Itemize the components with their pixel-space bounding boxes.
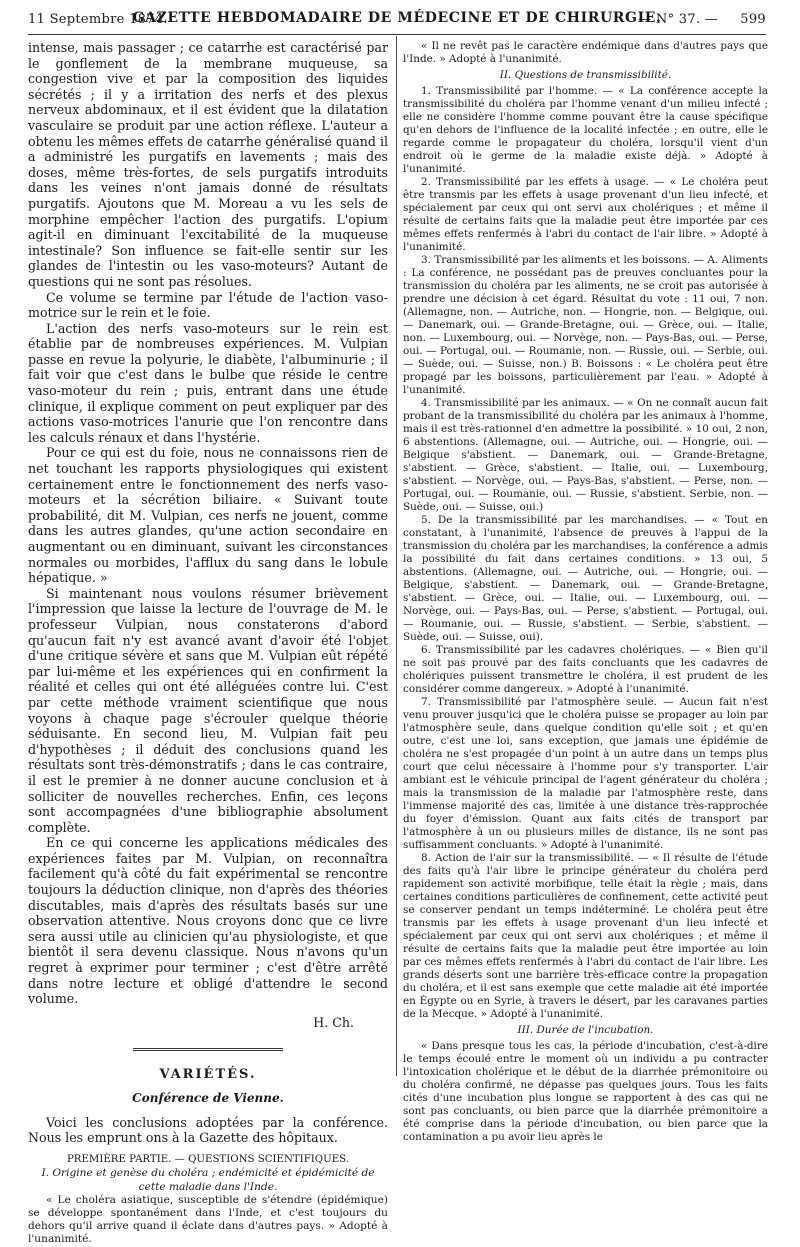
paragraph: 2. Transmissibilité par les effets à usage. — « Le choléra peut être transmis par les effets à usage provenant d'un lieu infecté, et spécialement par ceux qui ont servi aux cholériques ; et même il résulte de certains faits que la maladie peut être importée par ces mêmes effets renfermés à l'abri du contact de l'air libre. » Adopté à l'unanimité. <box>403 176 768 253</box>
right-column <box>403 40 768 1144</box>
issue-number: — N° 37. — <box>638 12 719 27</box>
article-title: Conférence de Vienne. <box>132 1091 284 1105</box>
paragraph: « Dans presque tous les cas, la période d'incubation, c'est-à-dire le temps écoulé entre le moment où un individu a pu contracter l'intoxication cholérique et le début de la diarrhée prémonitoire ou du choléra confirmé, ne dépasse pas quelques jours. Tous les faits cités d'une incubation plus longue se rapportent à des cas qui ne sont pas concluants, ou bien parce que la diarrhée prémonitoire a été comprise dans la période d'incubation, ou bien parce que la contamination a pu avoir lieu après le <box>403 1040 768 1143</box>
section-heading: II. Questions de transmissibilité. <box>499 69 672 81</box>
paragraph: Si maintenant nous voulons résumer brièvement l'impression que laisse la lecture de l'ouvrage de M. le professeur Vulpian, nous constaterons d'abord qu'aucun fait n'y est avancé avant d'avoir été l'objet d'une critique sévère et sans que M. Vulpian eût répété par lui-même et les expériences qui en confirment la réalité et celles qui ont été alléguées contre lui. C'est par cette méthode vraiment scientifique que nous voyons à chaque page s'écrouler quelque théorie séduisante. En second lieu, M. Vulpian fait peu d'hypothèses ; il déduit des conclusions quand les résultats sont très-démonstratifs ; dans le cas contraire, il est le premier à ne donner aucune conclusion et à solliciter de nouvelles recherches. Enfin, ces leçons sont accompagnées d'une bibliographie absolument complète. <box>28 585 388 835</box>
header-issue-page <box>638 12 766 27</box>
paragraph: 1. Transmissibilité par l'homme. — « La conférence accepte la transmissibilité du choléra par l'homme venant d'un milieu infecté ; elle ne considère l'homme comme pouvant être la cause spécifique qu'en dehors de l'influence de la localité infectée ; en outre, elle le regarde comme le propagateur du choléra, lorsqu'il vient d'un endroit où le germe de la maladie existe déjà. » Adopté à l'unanimité. <box>403 85 768 175</box>
paragraph: Voici les conclusions adoptées par la conférence. Nous les emprunt ons à la Gazette des hôpitaux. <box>28 1114 388 1146</box>
paragraph: « Le choléra asiatique, susceptible de s'étendre (épidémique) se développe spontanément dans l'Inde, et c'est toujours du dehors qu'il arrive quand il éclate dans d'autres pays. » Adopté à l'unanimité. <box>28 1193 388 1246</box>
paragraph: intense, mais passager ; ce catarrhe est caractérisé par le gonflement de la membrane muqueuse, sa congestion vive et par la composition des liquides sécrétés ; il y a irritation des nerfs et des plexus nerveux abdominaux, et il est évident que la dilatation vasculaire se produit par une action réflexe. L'auteur a obtenu les mêmes effets de catarrhe généralisé quand il a administré les purgatifs en lavements ; mais des doses, même très-fortes, de sels purgatifs introduits dans les veines n'ont jamais donné de résultats purgatifs. Ajoutons que M. Moreau a vu les sels de morphine empêcher l'action des purgatifs. L'opium agit-il en diminuant l'excitabilité de la muqueuse intestinale? Son influence se fait-elle sentir sur les glandes de l'intestin ou les vaso-moteurs? Autant de questions qui ne sont pas résolues. <box>28 40 388 289</box>
column-divider <box>396 36 397 1076</box>
paragraph: Pour ce qui est du foie, nous ne connaissons rien de net touchant les rapports physiologiques qui existent certainement entre le fonctionnement des nerfs vaso-moteurs et la sécrétion biliaire. « Suivant toute probabilité, dit M. Vulpian, ces nerfs ne jouent, comme dans les autres glandes, qu'une action secondaire en augmentant ou en diminuant, suivant les circonstances normales ou morbides, l'afflux du sang dans le lobule hépatique. » <box>28 445 388 586</box>
paragraph: En ce qui concerne les applications médicales des expériences faites par M. Vulpian, on reconnaîtra facilement qu'à côté du fait expérimental se rencontre toujours la déduction clinique, non d'après des théories discutables, mais d'après des résultats basés sur une observation attentive. Nous croyons donc que ce livre sera aussi utile au clinicien qu'au physiologiste, et que bientôt il sera devenu classique. Nous n'avons qu'un regret à exprimer pour terminer ; c'est d'être arrêté dans notre lecture et obligé d'attendre le second volume. <box>28 835 388 1007</box>
section-title: VARIÉTÉS. <box>159 1067 257 1083</box>
question-heading: I. Origine et genèse du choléra ; endémicité et épidémicité de cette maladie dans l'Inde. <box>41 1167 375 1193</box>
paragraph: 6. Transmissibilité par les cadavres cholériques. — « Bien qu'il ne soit pas prouvé par des faits concluants que les cadavres de cholériques puissent transmettre le choléra, il est prudent de les considérer comme dangereux. » Adopté à l'unanimité. <box>403 644 768 695</box>
paragraph: L'action des nerfs vaso-moteurs sur le rein est établie par de nombreuses expériences. M. Vulpian passe en revue la polyurie, le diabète, l'albuminurie ; il fait voir que c'est dans le bulbe que réside le centre vaso-moteur du rein ; puis, entrant dans une étude clinique, il explique comment on peut expliquer par des actions vaso-motrices l'anurie que l'on rencontre dans les calculs rénaux et dans l'hystérie. <box>28 320 388 445</box>
section-heading: III. Durée de l'incubation. <box>517 1024 654 1036</box>
page-header <box>28 10 766 34</box>
paragraph: « Il ne revêt pas le caractère endémique dans d'autres pays que l'Inde. » Adopté à l'unanimité. <box>403 40 768 65</box>
section-separator <box>133 1048 283 1051</box>
paragraph: 8. Action de l'air sur la transmissibilité. — « Il résulte de l'étude des faits qu'à l'air libre le principe générateur du choléra perd rapidement son activité morbifique, telle était la règle ; mais, dans certaines conditions particulières de confinement, cette activité peut se conserver pendant un temps indéterminé. Le choléra peut être transmis par les effets à usage provenant d'un lieu infecté et spécialement par ceux qui ont servi aux cholériques ; et même il résulte de certains faits que la maladie peut être importée au loin par ces mêmes effets renfermés à l'abri du contact de l'air libre. Les grands déserts sont une barrière très-efficace contre la propagation du choléra, et il est sans exemple que cette maladie ait été importée en Égypte ou en Syrie, à travers le désert, par les caravanes parties de la Mecque. » Adopté à l'unanimité. <box>403 852 768 1020</box>
paragraph: Ce volume se termine par l'étude de l'action vaso-motrice sur le rein et le foie. <box>28 289 388 321</box>
page-number: 599 <box>740 12 766 27</box>
paragraph: 7. Transmissibilité par l'atmosphère seule. — Aucun fait n'est venu prouver jusqu'ici que le choléra puisse se propager au loin par l'atmosphère seule, dans quelque condition qu'elle soit ; et qu'en outre, c'est une loi, sans exception, que jamais une épidémie de choléra ne s'est propagée d'un point à un autre dans un temps plus court que celui nécessaire à l'homme pour s'y transporter. L'air ambiant est le véhicule principal de l'agent générateur du choléra ; mais la transmission de la maladie par l'atmosphère reste, dans l'immense majorité des cas, limitée à une distance très-rapprochée du foyer d'émission. Quant aux faits cités de transport par l'atmosphère à un ou plusieurs milles de distance, ils ne sont pas suffisamment concluants. » Adopté à l'unanimité. <box>403 696 768 851</box>
author-signature: H. Ch. <box>313 1014 354 1030</box>
part-heading: PREMIÈRE PARTIE. — QUESTIONS SCIENTIFIQUES. <box>66 1153 350 1165</box>
journal-title: GAZETTE HEBDOMADAIRE DE MÉDECINE ET DE CHIRURGIE. <box>132 10 662 26</box>
left-column <box>28 40 388 1247</box>
header-date: 11 Septembre 1874. <box>28 12 168 27</box>
paragraph: 4. Transmissibilité par les animaux. — « On ne connaît aucun fait probant de la transmissibilité du choléra par les animaux à l'homme, mais il est très-rationnel d'en admettre la possibilité. » 10 oui, 2 non, 6 abstentions. (Allemagne, oui. — Autriche, oui. — Hongrie, oui. — Belgique s'abstient. — Danemark, oui. — Grande-Bretagne, s'abstient. — Grèce, s'abstient. — Italie, oui. — Luxembourg, s'abstient. — Norvège, oui. — Pays-Bas, s'abstient. — Perse, non. — Portugal, oui. — Roumanie, oui. — Russie, s'abstient. Serbie, non. — Suède, oui. — Suisse, oui.) <box>403 397 768 513</box>
paragraph: 3. Transmissibilité par les aliments et les boissons. — A. Aliments : La conférence, ne possédant pas de preuves concluantes pour la transmission du choléra par les aliments, ne se croit pas autorisée à prendre une décision à cet égard. Résultat du vote : 11 oui, 7 non. (Allemagne, non. — Autriche, non. — Hongrie, non. — Belgique, oui. — Danemark, oui. — Grande-Bretagne, oui. — Grèce, oui. — Italie, non. — Luxembourg, oui. — Norvège, non. — Pays-Bas, oui. — Perse, oui. — Portugal, oui. — Roumanie, non. — Russie, oui. — Serbie, oui. — Suède, oui. — Suisse, non.) B. Boissons : « Le choléra peut être propagé par les boissons, particulièrement par l'eau. » Adopté à l'unanimité. <box>403 254 768 396</box>
paragraph: 5. De la transmissibilité par les marchandises. — « Tout en constatant, à l'unanimité, l'absence de preuves à l'appui de la transmission du choléra par les marchandises, la conférence a admis la possibilité du fait dans certaines conditions. » 13 oui, 5 abstentions. (Allemagne, oui. — Autriche, oui. — Hongrie, oui. — Belgique, s'abstient. — Danemark, oui. — Grande-Bretagne, s'abstient. — Grèce, oui. — Italie, oui. — Luxembourg, oui. — Norvège, oui. — Pays-Bas, oui. — Perse, s'abstient. — Portugal, oui. — Roumanie, oui. — Russie, s'abstient. — Serbie, s'abstient. — Suède, oui. — Suisse, oui). <box>403 514 768 643</box>
header-rule <box>28 34 766 35</box>
